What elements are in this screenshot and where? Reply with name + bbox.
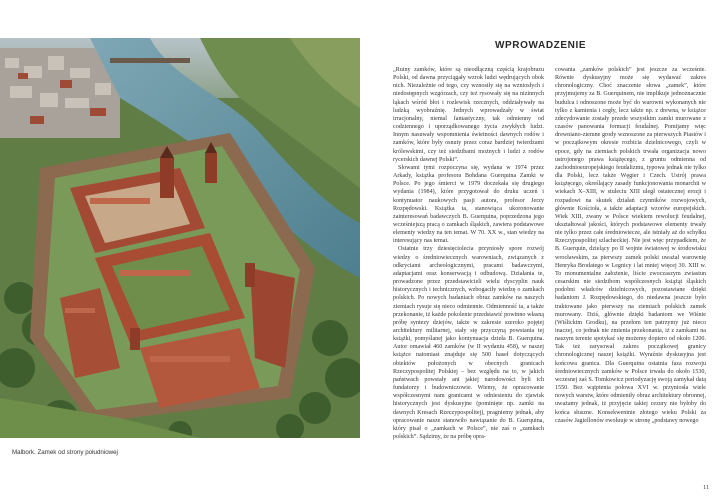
paragraph: Słowami tymi rozpoczyna się, wydana w 1974 przez Arkady, książka profesora Bohdana Guerquina Zamki w Polsce. Po jego śmierci w 1979 doczekała się drugiego wydania (1984), które przygotował do druku uczeń i kontynuator naukowych pasji autora, profesor Jerzy Rozpędowski. Książka ta, stanowiąca ukoronowanie zainteresowań badawczych B. Guerquina, poprzedzona jego wcześniejszą pracą o zamkach śląskich, zawiera podstawowe elementy wiedzy na ten temat. W 70. XX w., stan wiedzy na interesujący nas temat. [393, 164, 544, 245]
section-title: WPROWADZENIE [495, 40, 587, 51]
paragraph: cowania „zamków polskich” jest jeszcze za wcześnie. Równie dyskusyjny może się wydawać zakres chronologiczny. Choć znaczenie słowa „zamek”, które przyjmujemy za B. Guerquinem, nie implikuje jednoznacznie budulca i odnoszone może być do warowni wykonanych nie tylko z kamienia i cegły, lecz także np. z drewna, w książce zdecydowanie zostały przede wszystkim zamki murowane z czasów panowania formacji feudalnej. Pomijamy więc drewniano-ziemne grody wznoszone za pierwszych Piastów i w początkowym okresie rozbicia dzielnicowego, czyli w epoce, gdy na ziemiach polskich trwała organizacja nowo ustrojonego prawa książęcego, z gruntu odmienna od zachodnioeuropejskiego feudalizmu, typowa jednak nie tylko dla Polski, lecz także Węgier i Czech. Ustrój prawa książęcego, określający zasady funkcjonowania monarchii w wiekach X–XIII, w stuleciu XIII uległ ostatecznej erozji i rozpadowi na skutek działań czynników rozwojowych, głównie Kościoła, a także adaptacji wzorów europejskich. Wiek XIII, zwany w Polsce wiekiem rewolucji feudalnej, ukształtował jakości, których podstawowe elementy trwały nie tylko przez całe średniowiecze, ale istniały aż do schyłku Rzeczypospolitej szlacheckiej. Nie jest więc przypadkiem, że B. Guerquin, dzielący po II wojnie światowej w środowisku wrocławskim, za pierwszy zamek polski uważał warownię Henryka Brodatego w Legnicy i lat mniej więcej 30. XIII w. To monumentalne założenie, liście zwoczaszym zwiastun cesarskim nie siedzibom współczesnych książąt śląskich podobni władców dzielnicowych, pozostawiane dzięki badaniom J. Rozpędowskiego, do niedawna jeszcze było traktowane jako pierwszy na ziemiach polskich zamek murowany. Dziś, głównie dzięki badaniom we Wiśnie (Wiślickim Grodku), na przełom ten patrzymy już nieco inaczej, co jednak nie zmienia przekonania, iż z zamkami na naszym terenie spotykać się możemy dopiero od około 1200. Tak też zarysował zakres początkowej granicy chronologicznej naszej książki. Wyraźnie dyskusyjna jest końcowa granica. Dla Guerquina ostatnia faza rozwoju średniowiecznych zamków w Polsce trwała do około 1530, wczesnej zaś S. Tomkowicz periodyzację swoją zamykał datą 1550. Bez wątpienia połowa XVI w. przyniosła wiele nowych warstw, które odmieniły obraz architektury obronnej, uważamy jednak, iż przyjęcie takiej cezury nie byłoby do końca słuszne. Konsekwentnie złotego wieku Polski za czasów Jagiellonów ewoluuje w stronę „podstawy nowego [555, 67, 706, 424]
page-number: 11 [703, 484, 710, 491]
castle-aerial-photo [0, 38, 360, 438]
paragraph: Ostatnie trzy dziesięciolecia przyniosły spore rozwój wiedzy o średniowiecznych warowniach, związanych z odkryciami archeologicznymi, pracami badawczymi, adaptacjami oraz konserwacją i odbudową. Działania te, prowadzone przez przedstawicieli wielu dyscyplin nauk historycznych i technicznych, wzbogaciły wiedzę o zamkach polskich. Po nowych badaniach obraz zamków na naszych ziemiach rysuje się nieco odmiennie. Odmienność ta, a także przekonanie, iż każde pokolenie przedstawić powinno własną próbę syntezy dziejów, także w zakresie szeroko pojętej architektury militarnej, stały się przyczyną powstania tej książki, pomyślanej jako kontynuacja dzieła B. Guerquina. Autor omawiał 460 zamków (w II wydaniu 458), w naszej książce natomiast znajduje się 500 haseł dotyczących obiektów położonych w obecnych granicach Rzeczypospolitej Polskiej – bez względu na to, w jakich państwach powstały ani jakiej narodowości byli ich fundatorzy i budowniczowie. Wiemy, że opracowanie współczesnymi nam granicami w odniesieniu do zjawisk historycznych jest dyskusyjne (pominięte np. zamki na dawnych Kresach Rzeczypospolitej), pragniemy jednak, aby opracowanie nasze stanowiło nawiązanie do B. Guerquina, który pisał o „zamkach w Polsce”, nie zaś o „zamkach polskich”. Sądzimy, że na próbę opra- [393, 246, 544, 441]
text-column-right [555, 66, 706, 425]
paragraph: „Ruiny zamków, które są nieodłączną częścią krajobrazu Polski, od dawna przyciągały wzrok ludzi wędrujących obok nich. Niezależnie od tego, czy wznosiły się na wzniosłych i niedostępnych wzgórzach, czy też rysowały się na nizinnych łąkach wśród błot i rozlewisk rzecznych, oddziaływały na ludzką wyobraźnię. Jednych wprowadzały w świat irracjonalny, niemal fantastyczny, tak odmienny od codziennego i uporządkowanego życia zwykłych ludzi. Innym nasuwały wspomnienia świetności dawnych rodów i zamków, które były osnuty przez coraz bardziej twierdzami królewskimi, czy też siedzibami możnych i ludzi z rodów rycerskich dawnej Polski”. [393, 67, 544, 163]
photo-caption: Malbork. Zamek od strony południowej [12, 449, 118, 456]
text-column-left [393, 66, 544, 441]
castle-aerial-illustration [0, 38, 360, 438]
